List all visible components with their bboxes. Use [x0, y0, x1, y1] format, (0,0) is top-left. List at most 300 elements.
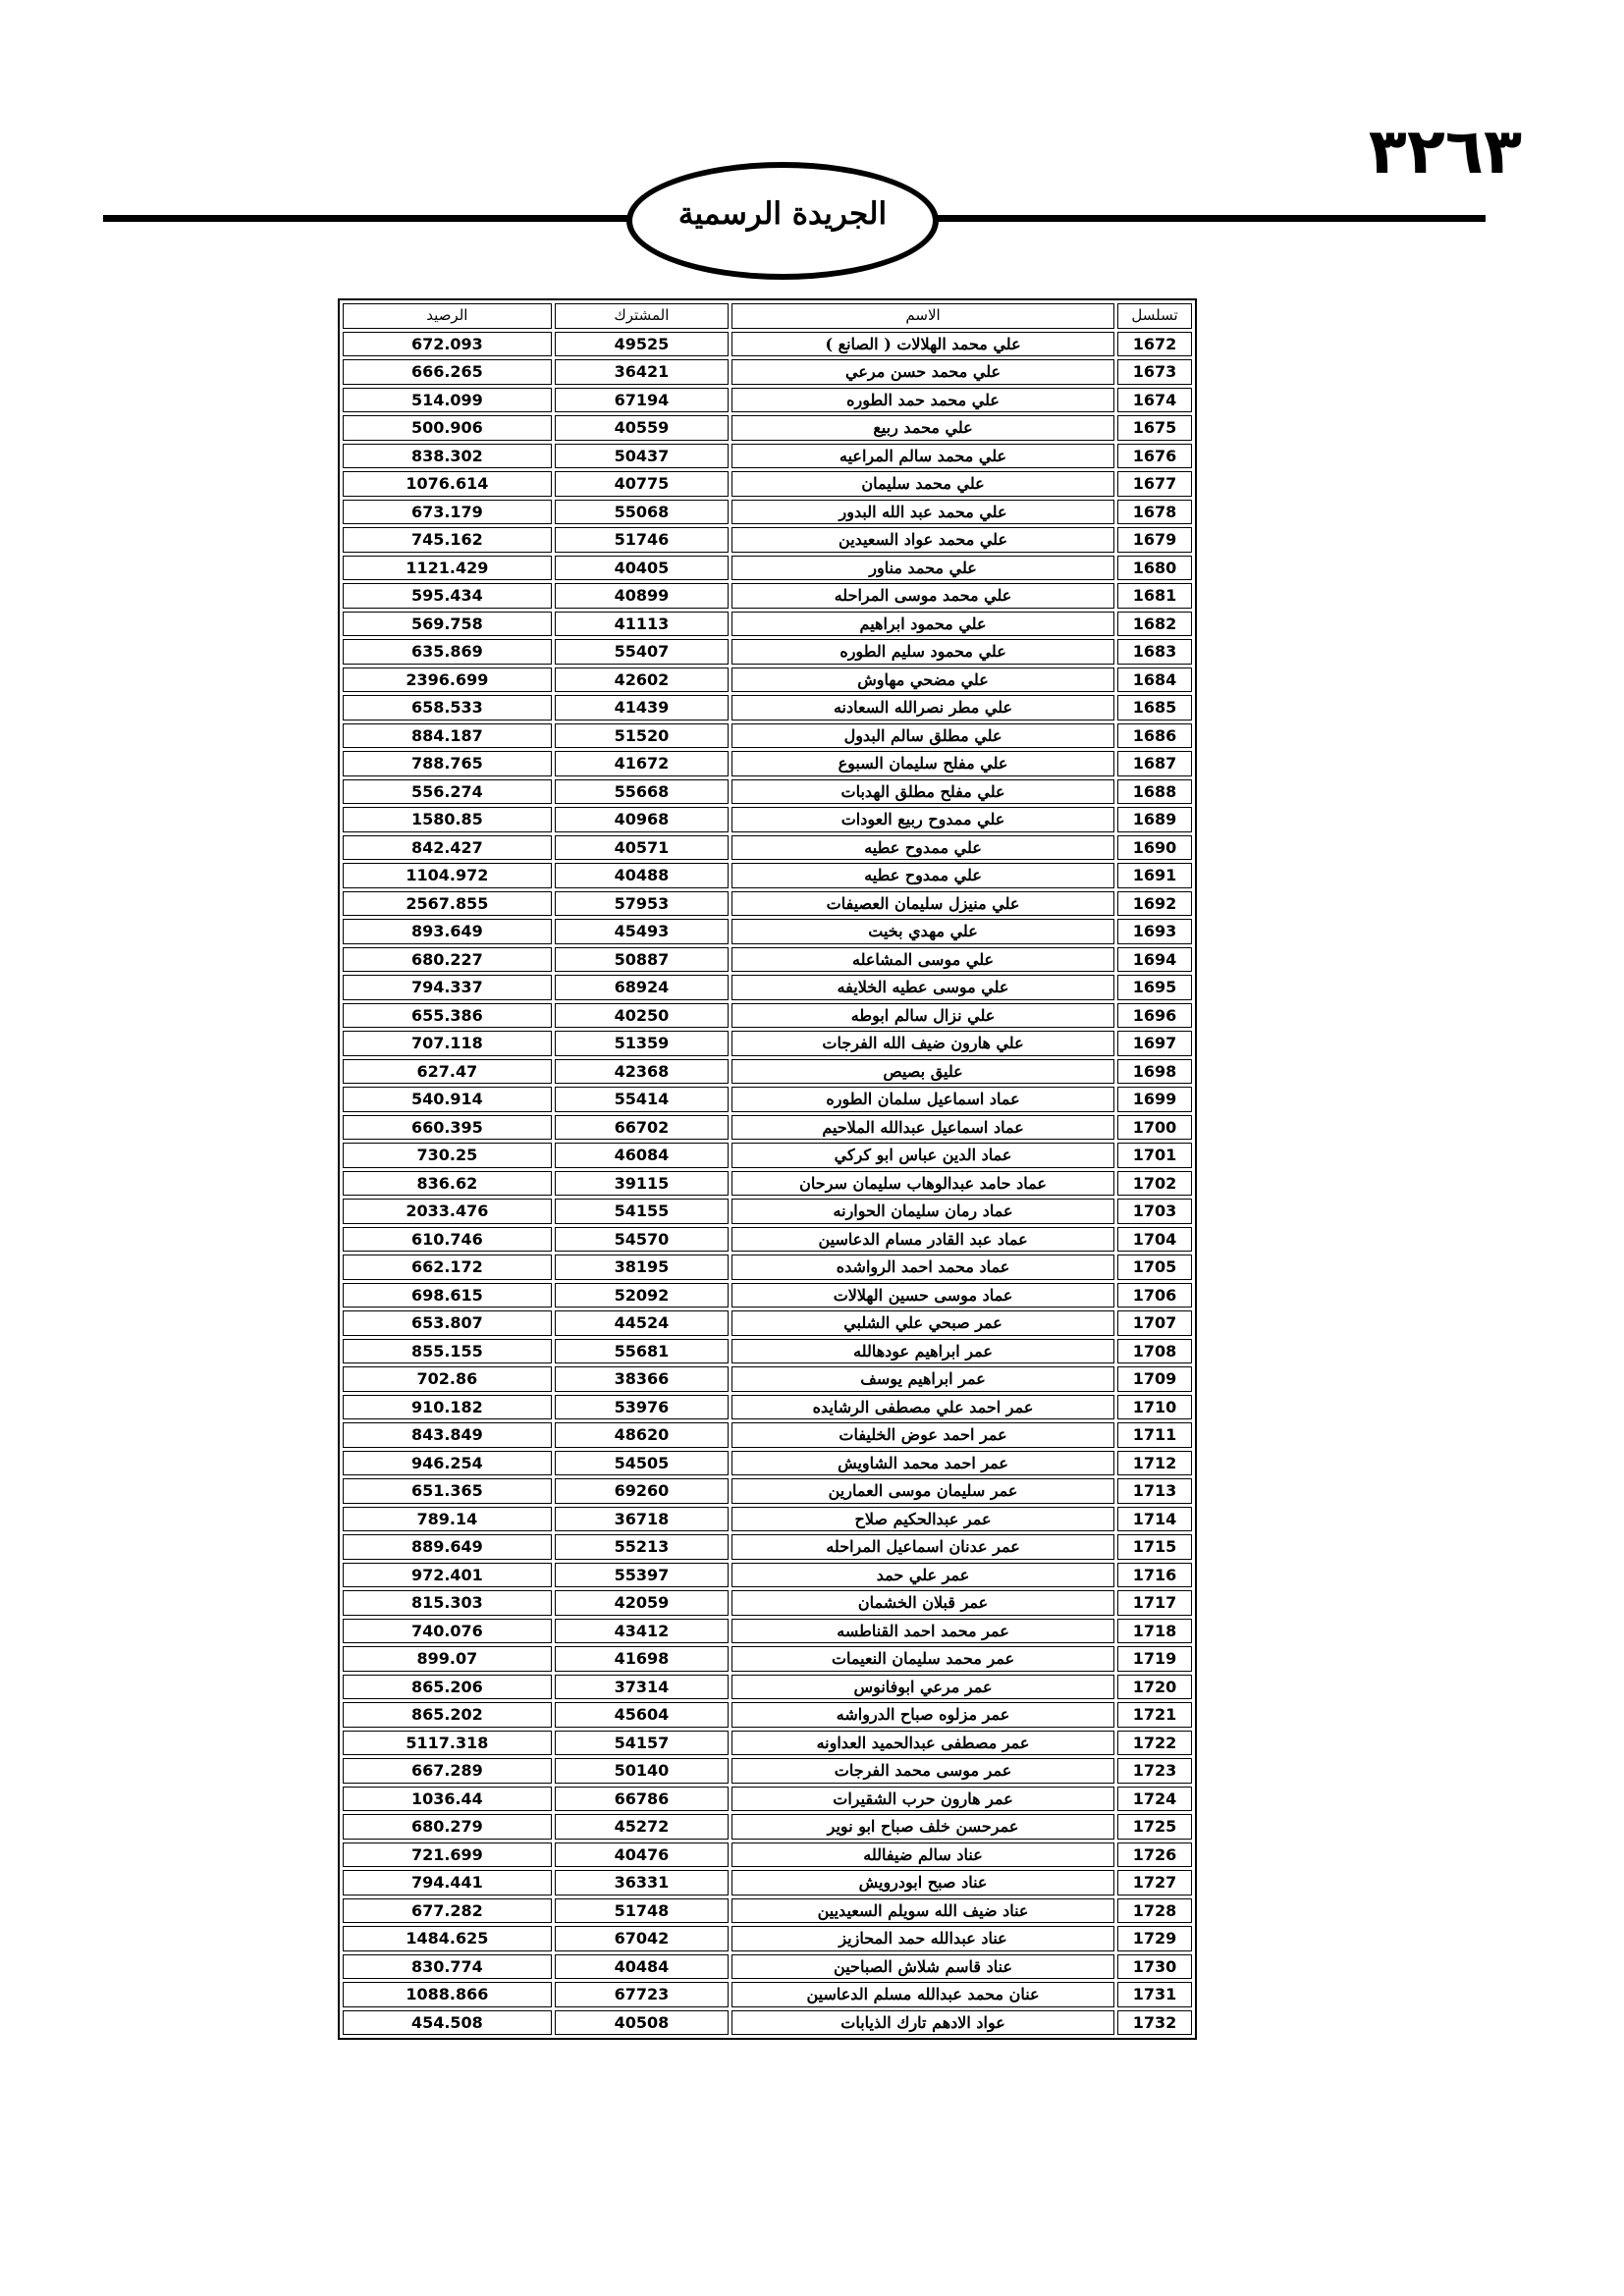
cell-balance: 667.289: [343, 1758, 552, 1784]
cell-balance: 899.07: [343, 1646, 552, 1672]
cell-serial: 1697: [1117, 1031, 1192, 1056]
cell-serial: 1717: [1117, 1590, 1192, 1616]
cell-subscriber: 51746: [555, 527, 729, 553]
cell-balance: 672.093: [343, 332, 552, 357]
cell-subscriber: 50437: [555, 444, 729, 469]
table-row: [343, 1507, 1192, 1532]
table-row: [343, 1814, 1192, 1840]
cell-name: علي منيزل سليمان العصيفات: [731, 891, 1114, 917]
table-row: [343, 1870, 1192, 1896]
cell-subscriber: 55068: [555, 500, 729, 525]
cell-subscriber: 40559: [555, 415, 729, 441]
cell-balance: 893.649: [343, 919, 552, 944]
cell-balance: 5117.318: [343, 1731, 552, 1756]
cell-balance: 655.386: [343, 1003, 552, 1029]
cell-serial: 1718: [1117, 1619, 1192, 1644]
table-row: [343, 947, 1192, 973]
cell-name: علي محمد عواد السعيدين: [731, 527, 1114, 553]
cell-serial: 1686: [1117, 723, 1192, 749]
cell-balance: 1121.429: [343, 556, 552, 581]
table-row: [343, 667, 1192, 693]
cell-balance: 745.162: [343, 527, 552, 553]
cell-subscriber: 40508: [555, 2010, 729, 2036]
cell-name: علي هارون ضيف الله الفرجات: [731, 1031, 1114, 1056]
cell-name: عمر احمد علي مصطفى الرشايده: [731, 1395, 1114, 1420]
cell-subscriber: 51520: [555, 723, 729, 749]
cell-name: عمر صبحي علي الشلبي: [731, 1310, 1114, 1336]
cell-subscriber: 45493: [555, 919, 729, 944]
cell-serial: 1704: [1117, 1227, 1192, 1253]
cell-name: عمر هارون حرب الشقيرات: [731, 1787, 1114, 1812]
cell-serial: 1732: [1117, 2010, 1192, 2036]
cell-balance: 677.282: [343, 1898, 552, 1924]
table-row: [343, 1199, 1192, 1224]
cell-balance: 730.25: [343, 1143, 552, 1168]
cell-balance: 569.758: [343, 612, 552, 637]
cell-name: عليق بصيص: [731, 1059, 1114, 1085]
cell-balance: 680.279: [343, 1814, 552, 1840]
table-row: [343, 1478, 1192, 1504]
cell-name: عماد اسماعيل سلمان الطوره: [731, 1087, 1114, 1112]
cell-name: علي موسى عطيه الخلايفه: [731, 975, 1114, 1000]
cell-subscriber: 40899: [555, 583, 729, 609]
cell-subscriber: 40488: [555, 863, 729, 888]
cell-balance: 1036.44: [343, 1787, 552, 1812]
cell-serial: 1695: [1117, 975, 1192, 1000]
header-name: الاسم: [731, 303, 1114, 329]
cell-subscriber: 66702: [555, 1115, 729, 1141]
cell-subscriber: 48620: [555, 1422, 729, 1448]
cell-subscriber: 41113: [555, 612, 729, 637]
cell-serial: 1716: [1117, 1563, 1192, 1588]
cell-subscriber: 67042: [555, 1926, 729, 1951]
table-row: [343, 919, 1192, 944]
cell-serial: 1729: [1117, 1926, 1192, 1951]
cell-serial: 1712: [1117, 1451, 1192, 1476]
table-row: [343, 444, 1192, 469]
table-row: [343, 1563, 1192, 1588]
cell-subscriber: 43412: [555, 1619, 729, 1644]
cell-name: علي محمد الهلالات ( الصانع ): [731, 332, 1114, 357]
cell-balance: 1088.866: [343, 1982, 552, 2007]
table-row: [343, 1898, 1192, 1924]
cell-name: علي محمود سليم الطوره: [731, 639, 1114, 665]
cell-balance: 889.649: [343, 1534, 552, 1560]
header-serial: تسلسل: [1117, 303, 1192, 329]
cell-name: عناد عبدالله حمد المحازيز: [731, 1926, 1114, 1951]
cell-subscriber: 69260: [555, 1478, 729, 1504]
cell-name: علي محمد سالم المراعيه: [731, 444, 1114, 469]
cell-subscriber: 41698: [555, 1646, 729, 1672]
cell-subscriber: 42368: [555, 1059, 729, 1085]
cell-balance: 651.365: [343, 1478, 552, 1504]
cell-name: علي ممدوح ربيع العودات: [731, 807, 1114, 832]
cell-subscriber: 45604: [555, 1702, 729, 1728]
cell-serial: 1707: [1117, 1310, 1192, 1336]
table-row: [343, 500, 1192, 525]
cell-balance: 1484.625: [343, 1926, 552, 1951]
cell-subscriber: 36718: [555, 1507, 729, 1532]
cell-name: علي مفلح مطلق الهدبات: [731, 779, 1114, 805]
cell-balance: 680.227: [343, 947, 552, 973]
table-row: [343, 527, 1192, 553]
cell-serial: 1722: [1117, 1731, 1192, 1756]
cell-serial: 1710: [1117, 1395, 1192, 1420]
table-row: [343, 1059, 1192, 1085]
page-number: ٣٢٦٣: [1368, 116, 1522, 188]
table-row: [343, 1339, 1192, 1364]
table-row: [343, 723, 1192, 749]
table-row: [343, 1422, 1192, 1448]
cell-name: علي محمد موسى المراحله: [731, 583, 1114, 609]
cell-name: علي مطلق سالم البدول: [731, 723, 1114, 749]
table-row: [343, 1590, 1192, 1616]
table-row: [343, 1143, 1192, 1168]
cell-balance: 660.395: [343, 1115, 552, 1141]
cell-name: عماد عبد القادر مسام الدعاسين: [731, 1227, 1114, 1253]
cell-balance: 702.86: [343, 1366, 552, 1392]
cell-balance: 910.182: [343, 1395, 552, 1420]
header-balance: الرصيد: [343, 303, 552, 329]
cell-subscriber: 54155: [555, 1199, 729, 1224]
cell-serial: 1689: [1117, 807, 1192, 832]
cell-name: عمرحسن خلف صباح ابو نوير: [731, 1814, 1114, 1840]
header-rule-right: [933, 215, 1486, 222]
cell-serial: 1713: [1117, 1478, 1192, 1504]
table-row: [343, 863, 1192, 888]
cell-name: عمر موسى محمد الفرجات: [731, 1758, 1114, 1784]
table-row: [343, 1366, 1192, 1392]
cell-subscriber: 54157: [555, 1731, 729, 1756]
cell-serial: 1706: [1117, 1283, 1192, 1308]
cell-subscriber: 40250: [555, 1003, 729, 1029]
cell-serial: 1674: [1117, 388, 1192, 413]
table-row: [343, 1702, 1192, 1728]
table-row: [343, 1619, 1192, 1644]
cell-serial: 1723: [1117, 1758, 1192, 1784]
cell-balance: 653.807: [343, 1310, 552, 1336]
cell-serial: 1677: [1117, 471, 1192, 497]
cell-balance: 1104.972: [343, 863, 552, 888]
cell-subscriber: 42059: [555, 1590, 729, 1616]
table-row: [343, 835, 1192, 861]
cell-serial: 1685: [1117, 695, 1192, 721]
table-row: [343, 1731, 1192, 1756]
cell-balance: 789.14: [343, 1507, 552, 1532]
header-rule-left: [103, 215, 633, 222]
table-row: [343, 1954, 1192, 1980]
table-row: [343, 1087, 1192, 1112]
table-body: [343, 332, 1192, 2036]
cell-serial: 1675: [1117, 415, 1192, 441]
cell-name: علي مهدي بخيت: [731, 919, 1114, 944]
cell-name: عمر احمد عوض الخليفات: [731, 1422, 1114, 1448]
cell-balance: 707.118: [343, 1031, 552, 1056]
cell-serial: 1679: [1117, 527, 1192, 553]
cell-name: علي ممدوح عطيه: [731, 835, 1114, 861]
cell-serial: 1678: [1117, 500, 1192, 525]
cell-balance: 2033.476: [343, 1199, 552, 1224]
cell-serial: 1692: [1117, 891, 1192, 917]
cell-name: علي محمود ابراهيم: [731, 612, 1114, 637]
cell-balance: 673.179: [343, 500, 552, 525]
cell-serial: 1672: [1117, 332, 1192, 357]
table-row: [343, 1031, 1192, 1056]
cell-subscriber: 39115: [555, 1171, 729, 1197]
cell-balance: 946.254: [343, 1451, 552, 1476]
cell-name: علي محمد مناور: [731, 556, 1114, 581]
cell-name: علي مطر نصرالله السعادنه: [731, 695, 1114, 721]
cell-balance: 865.202: [343, 1702, 552, 1728]
cell-balance: 514.099: [343, 388, 552, 413]
subscriber-balance-table: [338, 298, 1197, 2040]
cell-name: عمر سليمان موسى العمارين: [731, 1478, 1114, 1504]
cell-balance: 454.508: [343, 2010, 552, 2036]
table-row: [343, 1115, 1192, 1141]
cell-subscriber: 40484: [555, 1954, 729, 1980]
table-row: [343, 1283, 1192, 1308]
cell-serial: 1726: [1117, 1842, 1192, 1868]
cell-subscriber: 40775: [555, 471, 729, 497]
table-row: [343, 1310, 1192, 1336]
table-row: [343, 332, 1192, 357]
cell-serial: 1719: [1117, 1646, 1192, 1672]
table-row: [343, 695, 1192, 721]
table-row: [343, 975, 1192, 1000]
table-row: [343, 807, 1192, 832]
cell-subscriber: 67194: [555, 388, 729, 413]
cell-balance: 855.155: [343, 1339, 552, 1364]
cell-subscriber: 53976: [555, 1395, 729, 1420]
cell-subscriber: 55213: [555, 1534, 729, 1560]
table-row: [343, 1787, 1192, 1812]
table-row: [343, 471, 1192, 497]
cell-subscriber: 66786: [555, 1787, 729, 1812]
cell-name: عماد الدين عباس ابو كركي: [731, 1143, 1114, 1168]
cell-name: عمر احمد محمد الشاويش: [731, 1451, 1114, 1476]
cell-subscriber: 49525: [555, 332, 729, 357]
cell-serial: 1696: [1117, 1003, 1192, 1029]
cell-name: علي محمد حمد الطوره: [731, 388, 1114, 413]
cell-serial: 1714: [1117, 1507, 1192, 1532]
cell-name: عمر ابراهيم يوسف: [731, 1366, 1114, 1392]
table-row: [343, 583, 1192, 609]
cell-balance: 815.303: [343, 1590, 552, 1616]
cell-name: عماد اسماعيل عبدالله الملاحيم: [731, 1115, 1114, 1141]
cell-subscriber: 40571: [555, 835, 729, 861]
cell-name: علي مضحي مهاوش: [731, 667, 1114, 693]
cell-serial: 1709: [1117, 1366, 1192, 1392]
header-subscriber: المشترك: [555, 303, 729, 329]
cell-balance: 540.914: [343, 1087, 552, 1112]
cell-balance: 788.765: [343, 751, 552, 776]
cell-serial: 1708: [1117, 1339, 1192, 1364]
cell-name: عماد محمد احمد الرواشده: [731, 1255, 1114, 1280]
cell-balance: 1580.85: [343, 807, 552, 832]
cell-serial: 1681: [1117, 583, 1192, 609]
masthead-oval: [626, 162, 939, 280]
cell-balance: 2567.855: [343, 891, 552, 917]
cell-name: عمر مرعي ابوفانوس: [731, 1675, 1114, 1700]
cell-balance: 836.62: [343, 1171, 552, 1197]
table-row: [343, 639, 1192, 665]
cell-name: عمر مصطفى عبدالحميد العداونه: [731, 1731, 1114, 1756]
table-row: [343, 612, 1192, 637]
cell-name: عمر عبدالحكيم صلاح: [731, 1507, 1114, 1532]
cell-balance: 884.187: [343, 723, 552, 749]
table-row: [343, 1003, 1192, 1029]
cell-balance: 610.746: [343, 1227, 552, 1253]
table-row: [343, 1227, 1192, 1253]
cell-serial: 1676: [1117, 444, 1192, 469]
cell-name: عمر قبلان الخشمان: [731, 1590, 1114, 1616]
cell-subscriber: 54505: [555, 1451, 729, 1476]
cell-serial: 1701: [1117, 1143, 1192, 1168]
cell-subscriber: 36331: [555, 1870, 729, 1896]
cell-serial: 1720: [1117, 1675, 1192, 1700]
cell-serial: 1690: [1117, 835, 1192, 861]
table-row: [343, 1982, 1192, 2007]
cell-subscriber: 38195: [555, 1255, 729, 1280]
cell-serial: 1721: [1117, 1702, 1192, 1728]
cell-serial: 1715: [1117, 1534, 1192, 1560]
cell-serial: 1684: [1117, 667, 1192, 693]
cell-name: عمر محمد سليمان النعيمات: [731, 1646, 1114, 1672]
cell-serial: 1699: [1117, 1087, 1192, 1112]
cell-name: عمر ابراهيم عودهالله: [731, 1339, 1114, 1364]
cell-serial: 1687: [1117, 751, 1192, 776]
cell-balance: 794.441: [343, 1870, 552, 1896]
cell-name: عناد سالم ضيفالله: [731, 1842, 1114, 1868]
cell-subscriber: 50887: [555, 947, 729, 973]
cell-subscriber: 54570: [555, 1227, 729, 1253]
cell-serial: 1730: [1117, 1954, 1192, 1980]
cell-serial: 1698: [1117, 1059, 1192, 1085]
cell-serial: 1703: [1117, 1199, 1192, 1224]
cell-balance: 1076.614: [343, 471, 552, 497]
cell-subscriber: 36421: [555, 359, 729, 385]
cell-serial: 1705: [1117, 1255, 1192, 1280]
cell-balance: 666.265: [343, 359, 552, 385]
cell-balance: 842.427: [343, 835, 552, 861]
table-row: [343, 2010, 1192, 2036]
cell-balance: 627.47: [343, 1059, 552, 1085]
cell-subscriber: 67723: [555, 1982, 729, 2007]
table-row: [343, 556, 1192, 581]
table-row: [343, 1534, 1192, 1560]
cell-balance: 972.401: [343, 1563, 552, 1588]
cell-subscriber: 55397: [555, 1563, 729, 1588]
cell-subscriber: 55668: [555, 779, 729, 805]
cell-subscriber: 40476: [555, 1842, 729, 1868]
cell-balance: 556.274: [343, 779, 552, 805]
cell-name: علي موسى المشاعله: [731, 947, 1114, 973]
cell-serial: 1700: [1117, 1115, 1192, 1141]
table-row: [343, 1451, 1192, 1476]
cell-subscriber: 41439: [555, 695, 729, 721]
cell-name: عماد حامد عبدالوهاب سليمان سرحان: [731, 1171, 1114, 1197]
table-row: [343, 1926, 1192, 1951]
cell-name: عمر عدنان اسماعيل المراحله: [731, 1534, 1114, 1560]
masthead-title: الجريدة الرسمية: [677, 196, 888, 232]
cell-serial: 1682: [1117, 612, 1192, 637]
cell-subscriber: 45272: [555, 1814, 729, 1840]
cell-subscriber: 37314: [555, 1675, 729, 1700]
cell-serial: 1725: [1117, 1814, 1192, 1840]
cell-serial: 1693: [1117, 919, 1192, 944]
table-row: [343, 1675, 1192, 1700]
cell-name: علي محمد عبد الله البدور: [731, 500, 1114, 525]
cell-subscriber: 50140: [555, 1758, 729, 1784]
cell-name: علي محمد حسن مرعي: [731, 359, 1114, 385]
cell-name: عناد صبح ابودرويش: [731, 1870, 1114, 1896]
cell-name: عمر علي حمد: [731, 1563, 1114, 1588]
cell-serial: 1694: [1117, 947, 1192, 973]
cell-balance: 595.434: [343, 583, 552, 609]
table-row: [343, 415, 1192, 441]
cell-balance: 794.337: [343, 975, 552, 1000]
cell-name: عناد قاسم شلاش الصباحين: [731, 1954, 1114, 1980]
cell-subscriber: 40405: [555, 556, 729, 581]
cell-subscriber: 68924: [555, 975, 729, 1000]
cell-balance: 662.172: [343, 1255, 552, 1280]
cell-serial: 1702: [1117, 1171, 1192, 1197]
table-row: [343, 1646, 1192, 1672]
cell-serial: 1731: [1117, 1982, 1192, 2007]
cell-serial: 1728: [1117, 1898, 1192, 1924]
cell-subscriber: 57953: [555, 891, 729, 917]
table-row: [343, 779, 1192, 805]
cell-serial: 1673: [1117, 359, 1192, 385]
cell-balance: 865.206: [343, 1675, 552, 1700]
cell-name: علي مفلح سليمان السبوع: [731, 751, 1114, 776]
cell-balance: 635.869: [343, 639, 552, 665]
table-header-row: [343, 303, 1192, 329]
cell-balance: 2396.699: [343, 667, 552, 693]
table-row: [343, 1395, 1192, 1420]
cell-subscriber: 55407: [555, 639, 729, 665]
cell-subscriber: 44524: [555, 1310, 729, 1336]
table-row: [343, 1758, 1192, 1784]
table-row: [343, 1255, 1192, 1280]
table-row: [343, 359, 1192, 385]
cell-subscriber: 40968: [555, 807, 729, 832]
cell-subscriber: 38366: [555, 1366, 729, 1392]
table-row: [343, 1842, 1192, 1868]
cell-balance: 721.699: [343, 1842, 552, 1868]
cell-name: علي ممدوح عطيه: [731, 863, 1114, 888]
cell-serial: 1711: [1117, 1422, 1192, 1448]
cell-name: عماد موسى حسين الهلالات: [731, 1283, 1114, 1308]
cell-subscriber: 46084: [555, 1143, 729, 1168]
cell-name: عناد ضيف الله سويلم السعيديين: [731, 1898, 1114, 1924]
cell-subscriber: 55414: [555, 1087, 729, 1112]
cell-serial: 1691: [1117, 863, 1192, 888]
cell-name: عمر محمد احمد القناطسه: [731, 1619, 1114, 1644]
cell-balance: 500.906: [343, 415, 552, 441]
cell-subscriber: 41672: [555, 751, 729, 776]
cell-balance: 838.302: [343, 444, 552, 469]
cell-serial: 1688: [1117, 779, 1192, 805]
cell-balance: 698.615: [343, 1283, 552, 1308]
table-row: [343, 1171, 1192, 1197]
cell-serial: 1727: [1117, 1870, 1192, 1896]
cell-name: علي نزال سالم ابوطه: [731, 1003, 1114, 1029]
cell-subscriber: 42602: [555, 667, 729, 693]
cell-subscriber: 51359: [555, 1031, 729, 1056]
cell-balance: 740.076: [343, 1619, 552, 1644]
cell-name: علي محمد سليمان: [731, 471, 1114, 497]
